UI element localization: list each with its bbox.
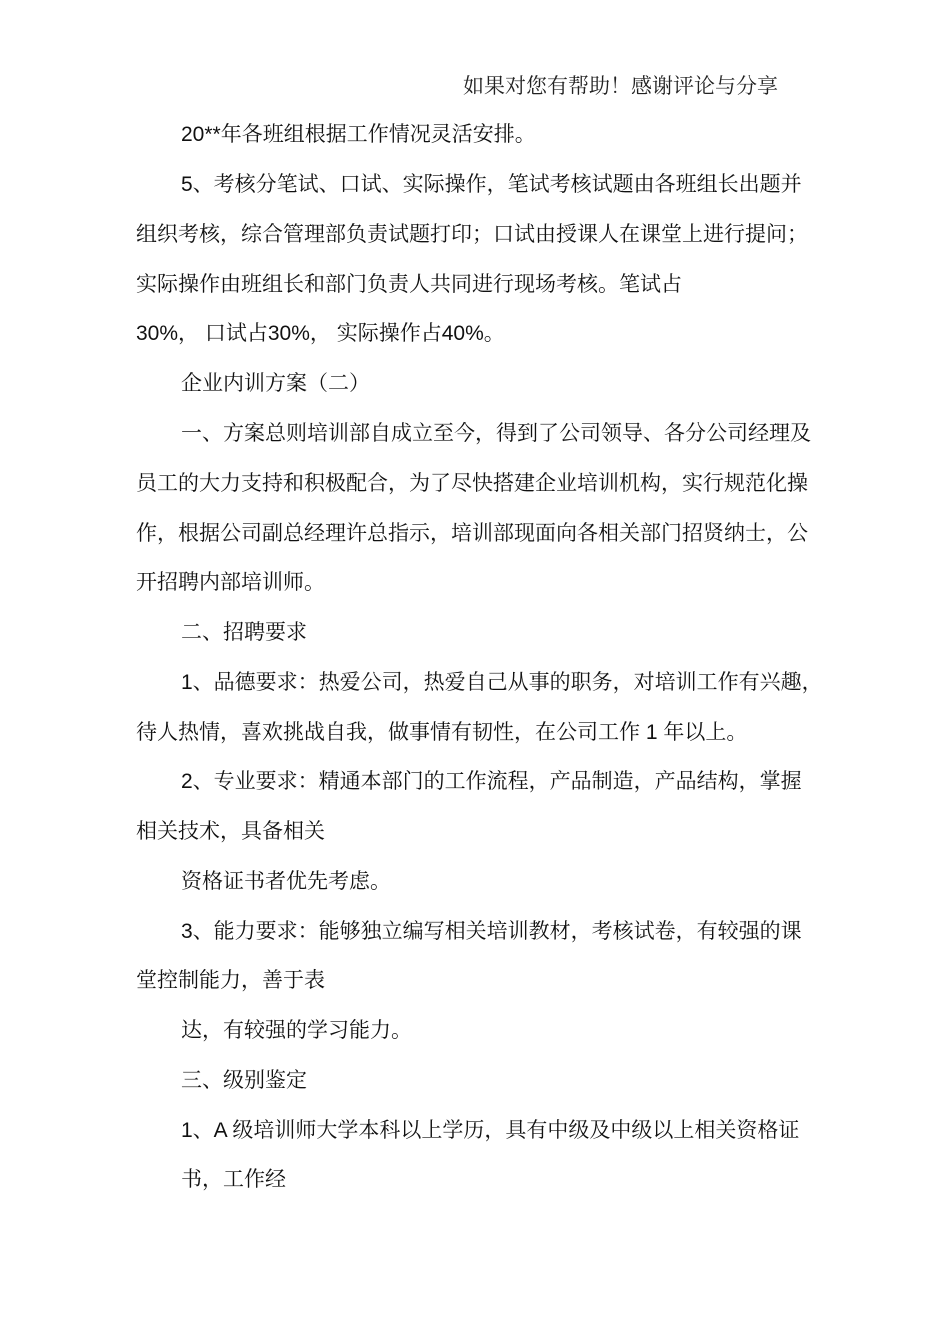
section-heading: 三、级别鉴定: [181, 1069, 307, 1092]
paragraph-line: 资格证书者优先考虑。: [181, 870, 391, 893]
paragraph-line: 开招聘内部培训师。: [136, 571, 325, 594]
paragraph-line: 作，根据公司副总经理许总指示，培训部现面向各相关部门招贤纳士，公: [136, 522, 808, 545]
paragraph-line: 堂控制能力，善于表: [136, 969, 325, 992]
paragraph-line: 组织考核，综合管理部负责试题打印；口试由授课人在课堂上进行提问；: [136, 223, 808, 246]
paragraph-line: 5、考核分笔试、口试、实际操作，笔试考核试题由各班组长出题并: [181, 173, 802, 196]
paragraph-line: 30%， 口试占30%， 实际操作占40%。: [136, 322, 505, 345]
paragraph-line: 20**年各班组根据工作情况灵活安排。: [181, 123, 536, 146]
header-note: 如果对您有帮助！感谢评论与分享: [463, 74, 778, 98]
paragraph-line: 3、能力要求：能够独立编写相关培训教材，考核试卷，有较强的课: [181, 920, 802, 943]
section-heading: 企业内训方案（二）: [181, 372, 370, 395]
paragraph-line: 2、专业要求：精通本部门的工作流程，产品制造，产品结构，掌握: [181, 770, 802, 793]
paragraph-line: 员工的大力支持和积极配合，为了尽快搭建企业培训机构，实行规范化操: [136, 472, 808, 495]
paragraph-line: 实际操作由班组长和部门负责人共同进行现场考核。笔试占: [136, 273, 682, 296]
paragraph-line: 待人热情，喜欢挑战自我，做事情有韧性，在公司工作 1 年以上。: [136, 721, 748, 744]
paragraph-line: 1、品德要求：热爱公司，热爱自己从事的职务，对培训工作有兴趣，: [181, 671, 823, 694]
paragraph-line: 一、方案总则培训部自成立至今，得到了公司领导、各分公司经理及: [181, 422, 811, 445]
paragraph-line: 达，有较强的学习能力。: [181, 1019, 412, 1042]
paragraph-line: 1、A 级培训师大学本科以上学历，具有中级及中级以上相关资格证: [181, 1119, 800, 1142]
paragraph-line: 相关技术，具备相关: [136, 820, 325, 843]
section-heading: 二、招聘要求: [181, 621, 307, 644]
paragraph-line: 书，工作经: [181, 1168, 286, 1191]
